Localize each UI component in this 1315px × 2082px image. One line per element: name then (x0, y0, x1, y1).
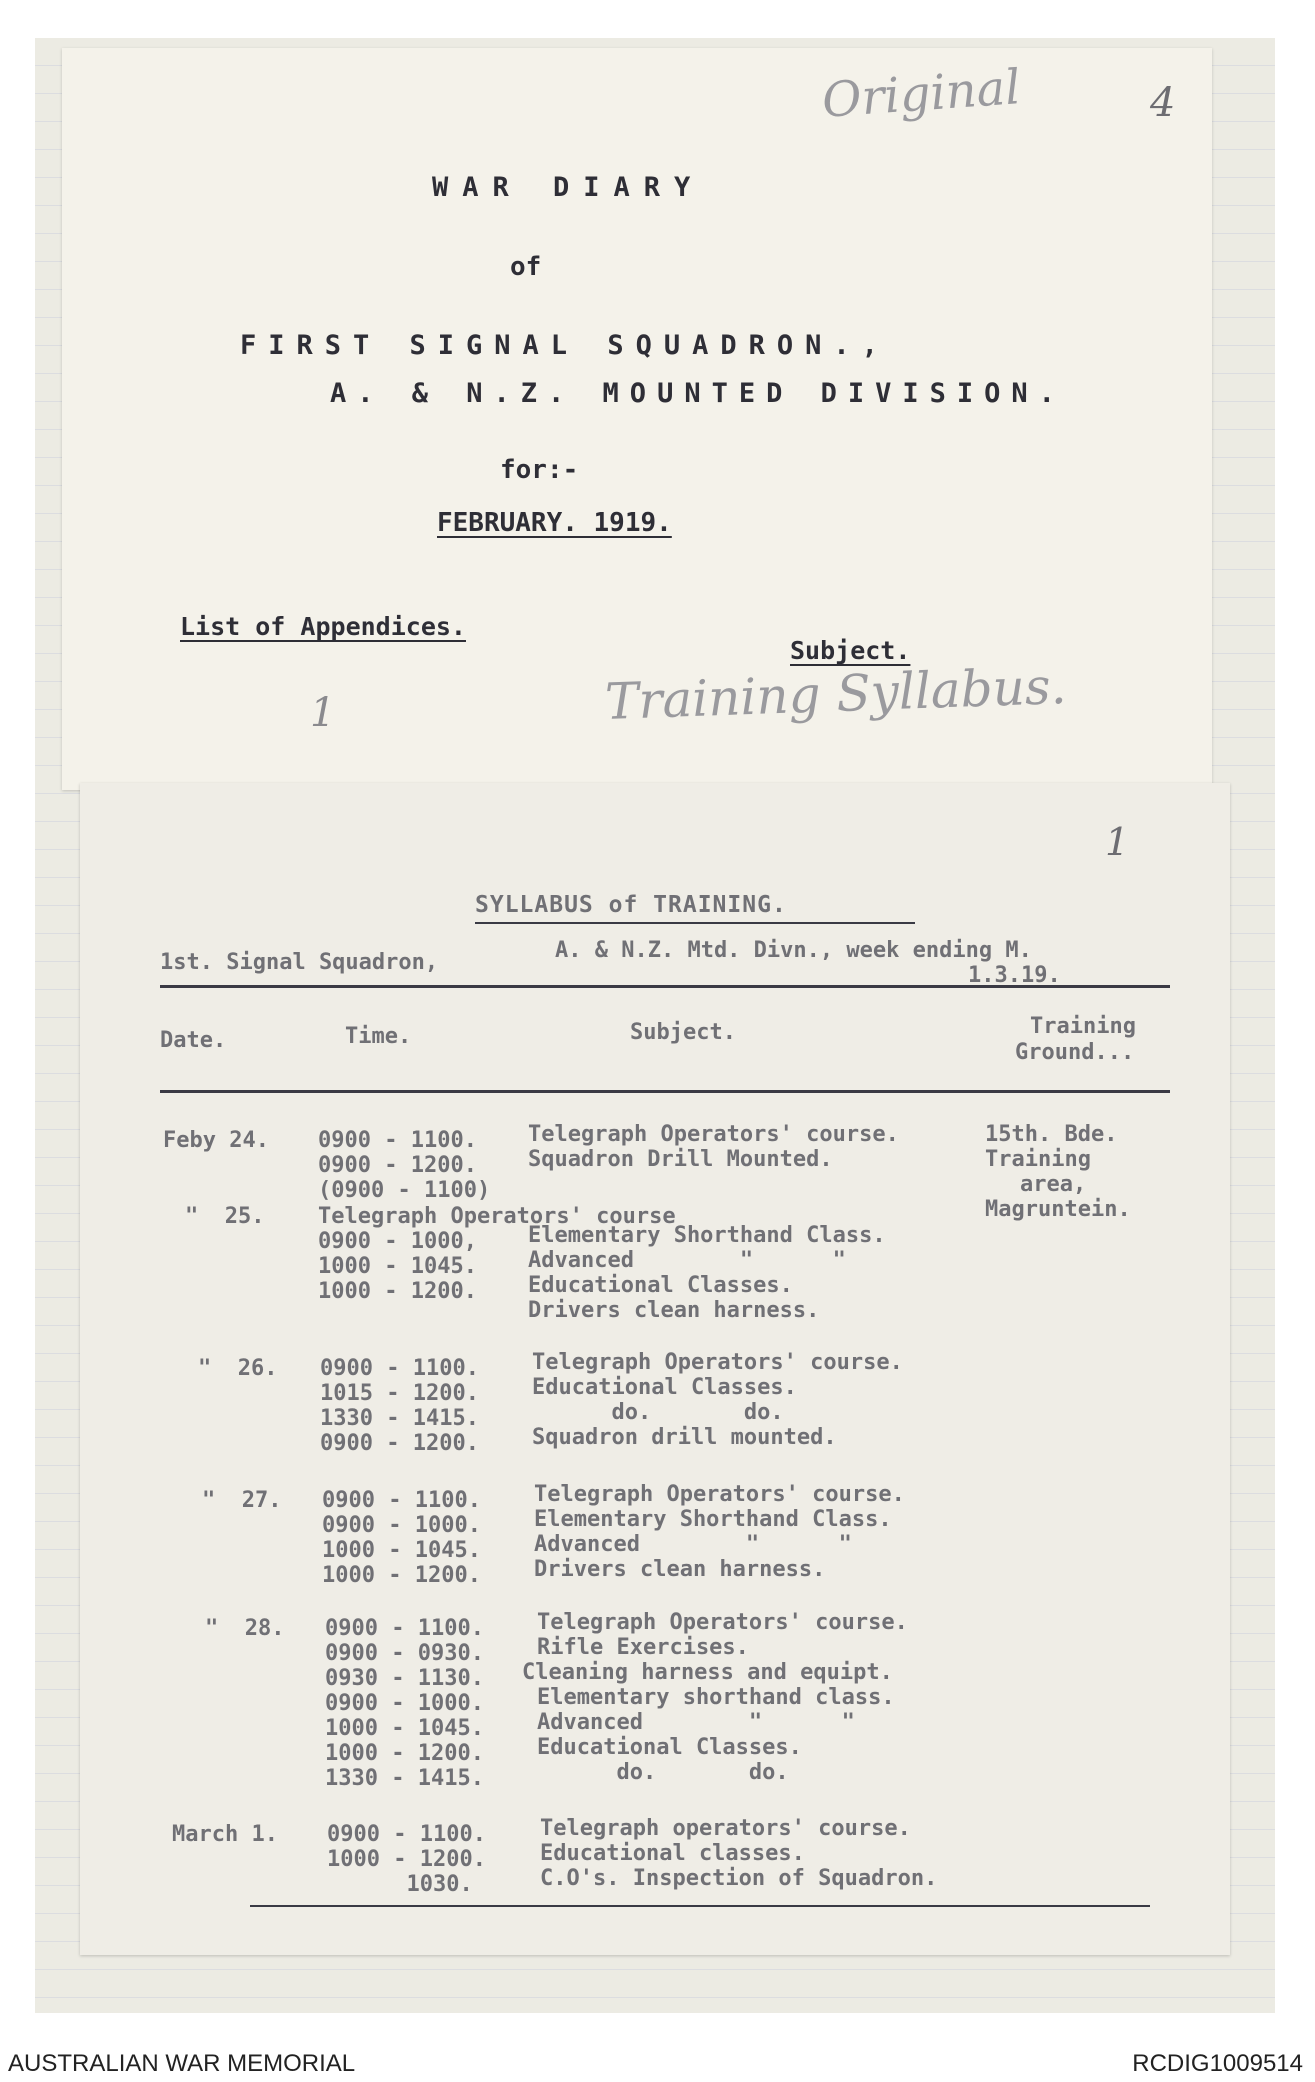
subject-label: Subject. (790, 636, 911, 665)
appendix-subject: Training Syllabus. (604, 656, 1068, 732)
row-time: 1015 - 1200. (320, 1381, 479, 1406)
syllabus-bottom-rule (250, 1905, 1150, 1907)
row-subject: Squadron drill mounted. (532, 1425, 837, 1450)
row-time: 0900 - 1000. (322, 1513, 481, 1538)
ground-line-4: Magruntein. (985, 1197, 1131, 1222)
handwritten-original-note: Original (820, 59, 1023, 129)
row-subject: Educational classes. (540, 1841, 805, 1866)
row-subject: Telegraph Operators' course. (528, 1122, 899, 1147)
row-time: 0900 - 1200. (320, 1431, 479, 1456)
row-subject: Educational Classes. (532, 1375, 797, 1400)
row-subject: Telegraph Operators' course. (537, 1610, 908, 1635)
ground-line-3: area, (1020, 1172, 1087, 1197)
row-time: 0900 - 1100. (325, 1616, 484, 1641)
page-number: 4 (1150, 80, 1176, 126)
day-date: " 26. (198, 1356, 278, 1381)
ground-line-2: Training (985, 1147, 1091, 1172)
row-subject: Drivers clean harness. (528, 1298, 820, 1323)
title-of: of (510, 252, 542, 282)
row-subject: Elementary Shorthand Class. (528, 1223, 886, 1248)
ground-line-1: 15th. Bde. (985, 1122, 1118, 1147)
row-time: 1330 - 1415. (325, 1766, 484, 1791)
row-time: 1000 - 1200. (318, 1279, 477, 1304)
row-subject: Telegraph Operators' course. (532, 1350, 903, 1375)
row-time: 0900 - 1000. (325, 1691, 484, 1716)
col-time-header: Time. (345, 1024, 412, 1049)
footer-archive-name: AUSTRALIAN WAR MEMORIAL (8, 2050, 356, 2077)
row-subject: Educational Classes. (537, 1735, 802, 1760)
row-subject: Advanced " " (534, 1532, 852, 1557)
row-time: 0900 - 1100. (320, 1356, 479, 1381)
day-date: March 1. (172, 1822, 278, 1847)
col-subject-header: Subject. (630, 1020, 736, 1045)
heading-underline (475, 922, 915, 924)
col-ground-header-1: Training (1030, 1014, 1136, 1039)
row-subject: Educational Classes. (528, 1273, 793, 1298)
row-time: 0900 - 1200. (318, 1153, 477, 1178)
row-time: 1000 - 1045. (322, 1538, 481, 1563)
day-date: " 25. (185, 1204, 265, 1229)
diary-title: WAR DIARY (432, 172, 705, 203)
division-name: A. & N.Z. MOUNTED DIVISION. (330, 378, 1066, 409)
row-subject: do. do. (537, 1760, 789, 1785)
diary-month: FEBRUARY. 1919. (437, 508, 672, 538)
row-subject: Advanced " " (537, 1710, 855, 1735)
col-date-header: Date. (160, 1028, 227, 1053)
footer-record-id: RCDIG1009514 (1132, 2050, 1303, 2077)
row-time: 0900 - 1000, (318, 1229, 477, 1254)
syllabus-division-week: A. & N.Z. Mtd. Divn., week ending M. (555, 938, 1032, 963)
row-subject: Cleaning harness and equipt. (522, 1660, 893, 1685)
row-time: 1000 - 1045. (325, 1716, 484, 1741)
row-time: 0900 - 0930. (325, 1641, 484, 1666)
row-time: (0900 - 1100) (318, 1178, 491, 1203)
row-subject: Elementary shorthand class. (537, 1685, 895, 1710)
row-time: Telegraph Operators' course (318, 1204, 676, 1229)
row-time: 0900 - 1100. (327, 1822, 486, 1847)
appendix-number: 1 (310, 690, 336, 736)
row-time: 1000 - 1045. (318, 1254, 477, 1279)
day-date: Feby 24. (163, 1128, 269, 1153)
row-subject: do. do. (532, 1400, 784, 1425)
row-time: 0900 - 1100. (318, 1128, 477, 1153)
syllabus-heading: SYLLABUS of TRAINING. (475, 892, 787, 918)
row-subject: Squadron Drill Mounted. (528, 1147, 833, 1172)
row-time: 1000 - 1200. (322, 1563, 481, 1588)
row-subject: Telegraph operators' course. (540, 1816, 911, 1841)
row-subject: C.O's. Inspection of Squadron. (540, 1866, 938, 1891)
for-label: for:- (500, 455, 579, 485)
row-subject: Telegraph Operators' course. (534, 1482, 905, 1507)
row-subject: Elementary Shorthand Class. (534, 1507, 892, 1532)
header-rule-bottom (160, 1090, 1170, 1093)
row-time: 1000 - 1200. (327, 1847, 486, 1872)
row-time: 1000 - 1200. (325, 1741, 484, 1766)
row-time: 0930 - 1130. (325, 1666, 484, 1691)
row-subject: Drivers clean harness. (534, 1557, 826, 1582)
day-date: " 27. (202, 1488, 282, 1513)
week-ending-date: 1.3.19. (968, 963, 1061, 988)
col-ground-header-2: Ground... (1015, 1040, 1135, 1065)
unit-name: FIRST SIGNAL SQUADRON., (240, 330, 890, 361)
row-time: 1330 - 1415. (320, 1406, 479, 1431)
row-time: 1030. (327, 1872, 473, 1897)
row-subject: Rifle Exercises. (537, 1635, 749, 1660)
row-time: 0900 - 1100. (322, 1488, 481, 1513)
syllabus-unit: 1st. Signal Squadron, (160, 950, 439, 975)
row-subject: Advanced " " (528, 1248, 846, 1273)
day-date: " 28. (205, 1616, 285, 1641)
appendices-label: List of Appendices. (180, 612, 466, 641)
header-rule-top (160, 985, 1170, 988)
syllabus-sheet-number: 1 (1105, 820, 1130, 864)
